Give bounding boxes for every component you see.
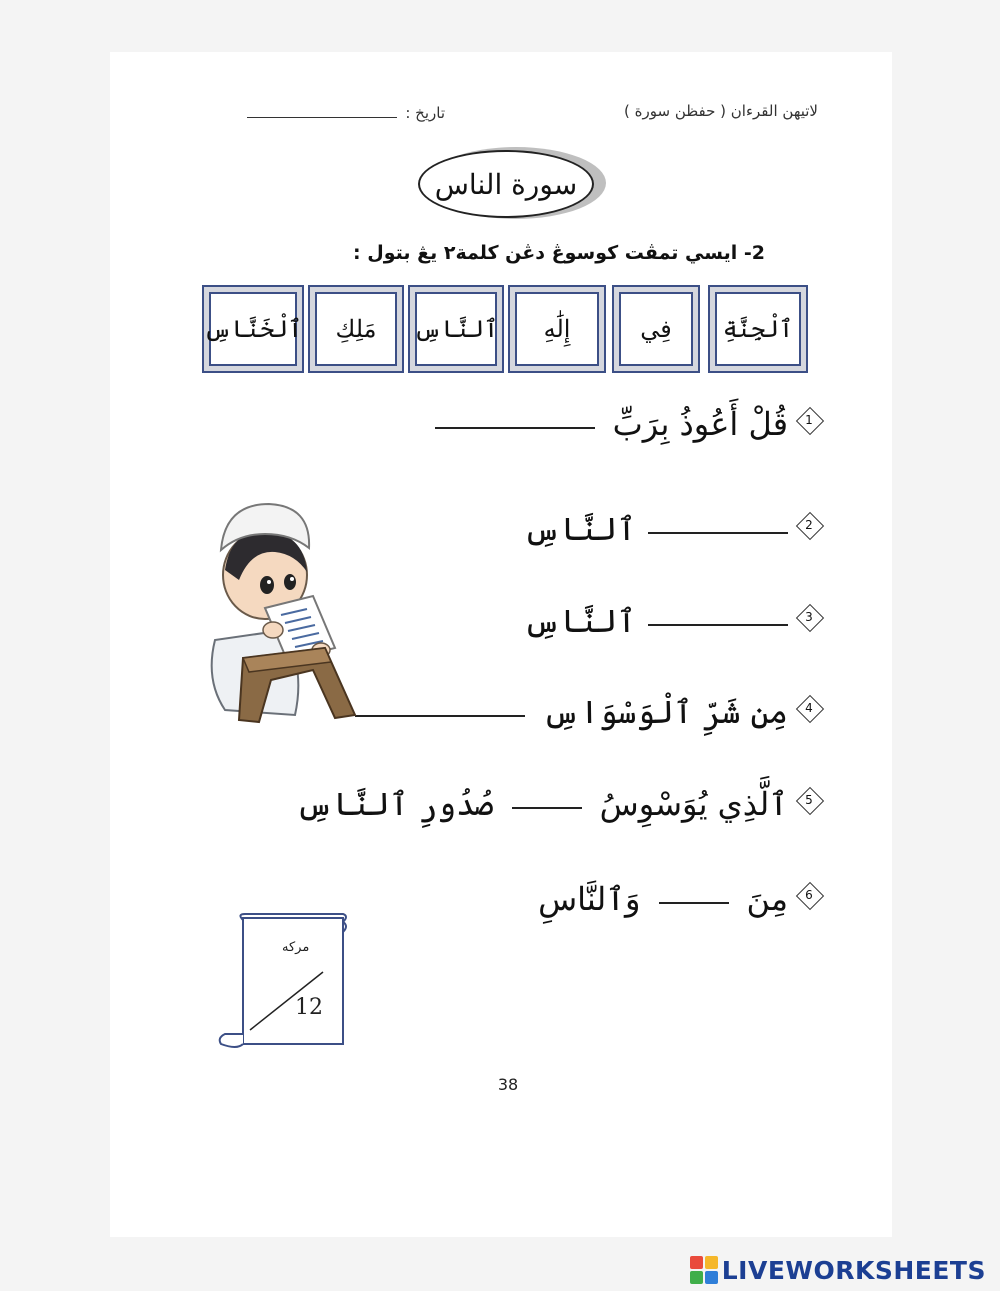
question-text-after: صُدُورِ ٱلنَّاسِ xyxy=(295,785,494,823)
question-text: ٱلَّذِي يُوَسْوِسُ xyxy=(599,785,788,823)
question-number: 5 xyxy=(805,793,813,807)
surah-title: سورة الناس xyxy=(418,150,594,218)
question-text: ٱلنَّاسِ xyxy=(523,510,636,548)
instruction-text: 2- ايسي تمڤت كوسوڠ دڠن كلمة٢ يڠ بتول : xyxy=(353,242,765,264)
word-box-2[interactable] xyxy=(612,285,700,373)
question-number-badge xyxy=(796,695,822,721)
question-text: مِنَ xyxy=(746,880,788,918)
question-number-badge xyxy=(796,604,822,630)
question-number: 2 xyxy=(805,518,813,532)
question-number: 1 xyxy=(805,413,813,427)
question-text: ٱلنَّاسِ xyxy=(523,602,636,640)
answer-blank-3[interactable] xyxy=(648,623,788,626)
question-text-after: وَٱلنَّاسِ xyxy=(538,880,641,918)
word-box-1[interactable] xyxy=(708,285,808,373)
liveworksheets-logo-icon xyxy=(690,1256,718,1284)
answer-blank-1[interactable] xyxy=(435,426,595,429)
score-label: مركه xyxy=(282,940,310,955)
question-number: 3 xyxy=(805,610,813,624)
word-box-label: مَلِكِ xyxy=(315,292,397,366)
question-row-4 xyxy=(355,693,822,731)
word-box-6[interactable] xyxy=(202,285,304,373)
score-total: 12 xyxy=(295,995,323,1020)
question-number-badge xyxy=(796,787,822,813)
date-label: تاريخ : xyxy=(405,104,445,122)
question-row-2 xyxy=(524,510,823,548)
date-field[interactable] xyxy=(233,104,445,122)
answer-blank-2[interactable] xyxy=(648,531,788,534)
word-box-4[interactable] xyxy=(408,285,504,373)
word-box-3[interactable] xyxy=(508,285,606,373)
word-box-5[interactable] xyxy=(308,285,404,373)
question-row-1 xyxy=(435,405,822,443)
liveworksheets-brand[interactable] xyxy=(690,1255,986,1285)
question-row-6 xyxy=(538,880,822,918)
page-number: 38 xyxy=(497,1075,519,1094)
question-number-badge xyxy=(796,407,822,433)
brand-name: LIVEWORKSHEETS xyxy=(721,1255,986,1285)
question-number: 6 xyxy=(805,888,813,902)
boy-reading-quran-illustration xyxy=(195,490,360,725)
question-row-5 xyxy=(296,785,822,823)
question-row-3 xyxy=(524,602,823,640)
question-number: 4 xyxy=(805,701,813,715)
answer-blank-4[interactable] xyxy=(355,714,525,717)
date-line xyxy=(247,117,397,118)
answer-blank-6[interactable] xyxy=(659,901,729,904)
word-box-label: فِي xyxy=(619,292,693,366)
question-number-badge xyxy=(796,512,822,538)
word-box-label: إِلَٰهِ xyxy=(515,292,599,366)
score-scroll xyxy=(215,912,350,1052)
word-box-label: ٱلْجِنَّةِ xyxy=(715,292,801,366)
question-text: قُلْ أَعُوذُ بِرَبِّ xyxy=(612,405,788,443)
header-title: لاتيهن القرءان ( حفظن سورة ) xyxy=(624,102,818,120)
answer-blank-5[interactable] xyxy=(512,806,582,809)
word-box-label: ٱلنَّاسِ xyxy=(415,292,497,366)
question-text: مِن شَرِّ ٱلْوَسْوَاسِ xyxy=(542,693,788,731)
question-number-badge xyxy=(796,882,822,908)
word-box-label: ٱلْخَنَّاسِ xyxy=(209,292,297,366)
